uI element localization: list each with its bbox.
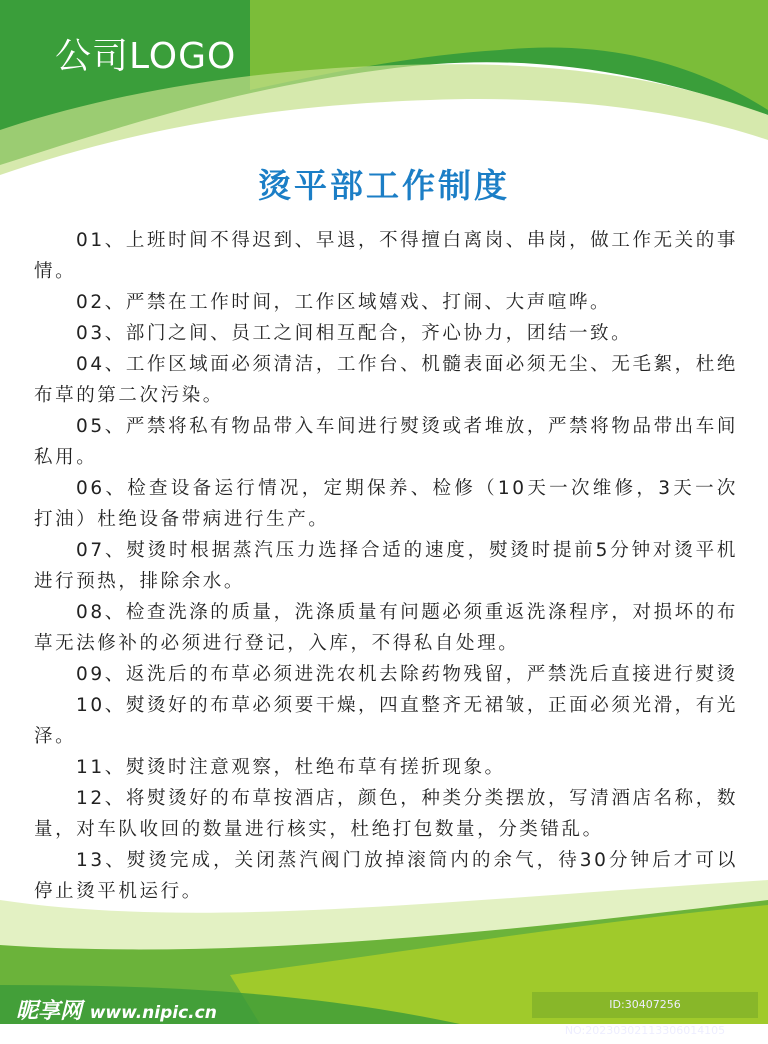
page-title: 烫平部工作制度: [258, 166, 510, 205]
rule-item: 12、将熨烫好的布草按酒店，颜色，种类分类摆放，写清酒店名称，数量，对车队收回的数量进行核实，杜绝打包数量，分类错乱。: [34, 788, 738, 840]
rule-item: 06、检查设备运行情况，定期保养、检修（10天一次维修，3天一次打油）杜绝设备带病进行生产。: [34, 478, 738, 530]
rule-item: 07、熨烫时根据蒸汽压力选择合适的速度，熨烫时提前5分钟对烫平机进行预热，排除余水。: [34, 540, 738, 592]
watermark-url: www.nipic.cn: [89, 1003, 217, 1023]
rule-item: 11、熨烫时注意观察，杜绝布草有搓折现象。: [76, 757, 506, 778]
rule-item: 02、严禁在工作时间，工作区域嬉戏、打闹、大声喧哗。: [76, 292, 612, 313]
rule-item: 04、工作区域面必须清洁，工作台、机髓表面必须无尘、无毛絮，杜绝布草的第二次污染。: [34, 354, 738, 406]
rule-item: 08、检查洗涤的质量，洗涤质量有问题必须重返洗涤程序，对损坏的布草无法修补的必须进行登记，入库，不得私自处理。: [34, 602, 738, 654]
watermark-brand: [16, 994, 217, 1025]
rule-item: 10、熨烫好的布草必须要干燥，四直整齐无裙皱，正面必须光滑，有光泽。: [34, 695, 738, 747]
rule-item: 01、上班时间不得迟到、早退，不得擅白离岗、串岗，做工作无关的事情。: [34, 230, 738, 282]
rule-item: 13、熨烫完成，关闭蒸汽阀门放掉滚筒内的余气，待30分钟后才可以停止烫平机运行。: [34, 850, 738, 902]
rule-item: 09、返洗后的布草必须进洗农机去除药物残留，严禁洗后直接进行熨烫: [76, 664, 738, 685]
rule-item: 05、严禁将私有物品带入车间进行熨烫或者堆放，严禁将物品带出车间私用。: [34, 416, 738, 468]
company-logo: 公司LOGO: [55, 36, 237, 77]
rules-list: [34, 225, 738, 907]
rule-item: 03、部门之间、员工之间相互配合，齐心协力，团结一致。: [76, 323, 633, 344]
watermark-brand-name: 昵享网: [16, 999, 83, 1024]
watermark-id: ID:30407256 NO:20230302113306014105: [532, 992, 758, 1018]
